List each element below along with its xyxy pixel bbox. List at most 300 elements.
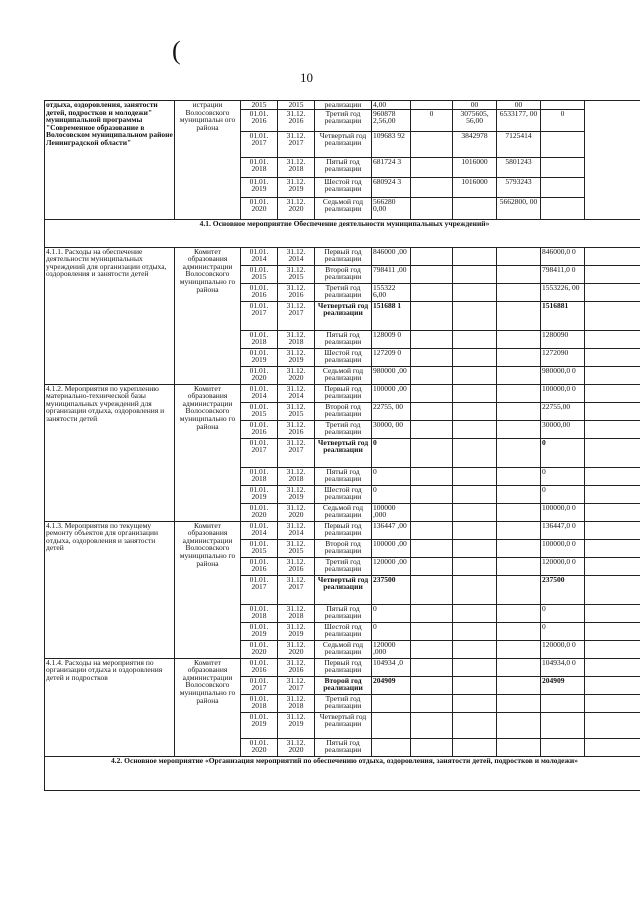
start-date: 01.01. 2017 xyxy=(241,575,278,604)
total-value xyxy=(372,694,411,712)
period-label: Шестой год реализации xyxy=(315,485,372,503)
end-date: 31.12. 2019 xyxy=(278,348,315,366)
start-date: 01.01. 2017 xyxy=(241,676,278,694)
other-value xyxy=(497,622,541,640)
period-label: Пятый год реализации xyxy=(315,604,372,622)
local-value: 7125414 xyxy=(497,131,541,157)
other-value xyxy=(497,402,541,420)
federal-value xyxy=(411,557,453,575)
regional-value: 00 xyxy=(453,101,497,110)
start-date: 01.01. 2020 xyxy=(241,738,278,756)
other-value xyxy=(497,712,541,738)
executor-cell: Комитет образования администрации Волосовского муниципально го района xyxy=(175,521,241,658)
regional-value xyxy=(453,366,497,384)
federal-value xyxy=(411,348,453,366)
end-date: 31.12. 2020 xyxy=(278,503,315,521)
measure-name-cell: 4.1.4. Расходы на мероприятия по организации отдыха и оздоровления детей и подростков xyxy=(45,658,175,756)
other-value xyxy=(497,467,541,485)
total-value: 128009 0 xyxy=(372,330,411,348)
period-label: Четвертый год реализации xyxy=(315,438,372,467)
total-value: 681724 3 xyxy=(372,157,411,177)
total-value: 100000 ,00 xyxy=(372,539,411,557)
end-date: 31.12. 2016 xyxy=(278,658,315,676)
federal-value xyxy=(411,101,453,110)
total-value: 0 xyxy=(372,485,411,503)
regional-value xyxy=(453,420,497,438)
federal-value: 0 xyxy=(411,109,453,131)
regional-value xyxy=(453,384,497,402)
federal-value xyxy=(411,157,453,177)
empty-column-cell xyxy=(585,604,640,622)
local-value: 0 xyxy=(541,622,585,640)
other-value xyxy=(497,738,541,756)
federal-value xyxy=(411,485,453,503)
start-date: 01.01. 2019 xyxy=(241,485,278,503)
period-label: Седьмой год реализации xyxy=(315,640,372,658)
federal-value xyxy=(411,467,453,485)
local-value xyxy=(541,738,585,756)
other-value xyxy=(497,301,541,330)
total-value xyxy=(372,712,411,738)
empty-column-cell xyxy=(585,658,640,676)
federal-value xyxy=(411,420,453,438)
section-heading-4-2: 4.2. Основное мероприятие «Организация мероприятий по обеспечению отдыха, оздоровления, занятости детей, подростков и молодежи» xyxy=(45,756,640,790)
federal-value xyxy=(411,330,453,348)
end-date: 31.12. 2014 xyxy=(278,384,315,402)
total-value: 0 xyxy=(372,438,411,467)
period-label: Седьмой год реализации xyxy=(315,197,372,219)
period-label: Третий год реализации xyxy=(315,109,372,131)
other-value xyxy=(497,283,541,301)
other-value xyxy=(497,521,541,539)
total-value: 120000 ,000 xyxy=(372,640,411,658)
regional-value xyxy=(453,575,497,604)
regional-value xyxy=(453,301,497,330)
other-value xyxy=(541,131,585,157)
end-date: 31.12. 2016 xyxy=(278,420,315,438)
program-name-cell: отдыха, оздоровления, занятости детей, подростков и молодежи" муниципальной программы "Современное образование в Волосовском муниципальном районе Ленинградской области" xyxy=(45,101,175,220)
local-value: 100000,0 0 xyxy=(541,539,585,557)
federal-value xyxy=(411,438,453,467)
empty-column-cell xyxy=(585,539,640,557)
total-value: 204909 xyxy=(372,676,411,694)
start-date: 01.01. 2019 xyxy=(241,712,278,738)
start-date: 01.01. 2016 xyxy=(241,283,278,301)
empty-column-cell xyxy=(585,557,640,575)
local-value: 1553226, 00 xyxy=(541,283,585,301)
regional-value xyxy=(453,348,497,366)
local-value: 5662800, 00 xyxy=(497,197,541,219)
regional-value xyxy=(453,694,497,712)
total-value: 0 xyxy=(372,467,411,485)
end-date: 31.12. 2017 xyxy=(278,131,315,157)
federal-value xyxy=(411,539,453,557)
empty-column-cell xyxy=(585,402,640,420)
federal-value xyxy=(411,265,453,283)
period-label: Седьмой год реализации xyxy=(315,366,372,384)
other-value xyxy=(497,438,541,467)
other-value xyxy=(497,503,541,521)
start-date: 01.01. 2014 xyxy=(241,247,278,265)
local-value: 5793243 xyxy=(497,177,541,197)
federal-value xyxy=(411,384,453,402)
start-date: 01.01. 2019 xyxy=(241,177,278,197)
empty-column-cell xyxy=(585,348,640,366)
start-date: 01.01. 2014 xyxy=(241,521,278,539)
end-date: 31.12. 2016 xyxy=(278,283,315,301)
start-date: 01.01. 2020 xyxy=(241,503,278,521)
local-value: 980000,0 0 xyxy=(541,366,585,384)
other-value xyxy=(497,575,541,604)
end-date: 31.12. 2016 xyxy=(278,109,315,131)
start-date: 01.01. 2018 xyxy=(241,467,278,485)
empty-column-cell xyxy=(585,101,640,220)
regional-value xyxy=(453,738,497,756)
total-value: 136447 ,00 xyxy=(372,521,411,539)
total-value: 151688 1 xyxy=(372,301,411,330)
federal-value xyxy=(411,197,453,219)
total-value: 566280 0,00 xyxy=(372,197,411,219)
end-date: 31.12. 2014 xyxy=(278,521,315,539)
end-date: 31.12. 2018 xyxy=(278,604,315,622)
local-value: 0 xyxy=(541,485,585,503)
local-value: 22755,00 xyxy=(541,402,585,420)
federal-value xyxy=(411,177,453,197)
federal-value xyxy=(411,640,453,658)
end-date: 31.12. 2020 xyxy=(278,738,315,756)
regional-value xyxy=(453,197,497,219)
start-date: 01.01. 2020 xyxy=(241,640,278,658)
regional-value xyxy=(453,265,497,283)
end-date: 31.12. 2019 xyxy=(278,622,315,640)
local-value: 100000,0 0 xyxy=(541,384,585,402)
end-date: 31.12. 2020 xyxy=(278,366,315,384)
other-value: 0 xyxy=(541,109,585,131)
regional-value: 1016000 xyxy=(453,177,497,197)
total-value: 30000, 00 xyxy=(372,420,411,438)
total-value: 0 xyxy=(372,604,411,622)
period-label: Пятый год реализации xyxy=(315,330,372,348)
regional-value xyxy=(453,503,497,521)
federal-value xyxy=(411,738,453,756)
period-label: Третий год реализации xyxy=(315,557,372,575)
federal-value xyxy=(411,658,453,676)
total-value: 104934 ,0 xyxy=(372,658,411,676)
empty-column-cell xyxy=(585,622,640,640)
other-value xyxy=(497,420,541,438)
end-date: 31.12. 2015 xyxy=(278,265,315,283)
period-label: Первый год реализации xyxy=(315,521,372,539)
total-value: 4,00 xyxy=(372,101,411,110)
regional-value: 1016000 xyxy=(453,157,497,177)
total-value: 127209 0 xyxy=(372,348,411,366)
local-value: 0 xyxy=(541,438,585,467)
empty-column-cell xyxy=(585,738,640,756)
period-label: Второй год реализации xyxy=(315,402,372,420)
period-label: Первый год реализации xyxy=(315,658,372,676)
executor-cell: Комитет образования администрации Волосовского муниципально го района xyxy=(175,384,241,521)
end-date: 31.12. 2019 xyxy=(278,485,315,503)
federal-value xyxy=(411,694,453,712)
local-value: 120000,0 0 xyxy=(541,640,585,658)
empty-column-cell xyxy=(585,575,640,604)
federal-value xyxy=(411,676,453,694)
regional-value xyxy=(453,467,497,485)
total-value: 846000 ,00 xyxy=(372,247,411,265)
start-date: 01.01. 2020 xyxy=(241,197,278,219)
federal-value xyxy=(411,247,453,265)
total-value: 100000 ,00 xyxy=(372,384,411,402)
empty-column-cell xyxy=(585,247,640,265)
start-date: 01.01. 2015 xyxy=(241,402,278,420)
end-date: 31.12. 2017 xyxy=(278,676,315,694)
total-value: 0 xyxy=(372,622,411,640)
other-value xyxy=(497,640,541,658)
empty-column-cell xyxy=(585,485,640,503)
other-value xyxy=(497,330,541,348)
period-label: Пятый год реализации xyxy=(315,157,372,177)
total-value: 109683 92 xyxy=(372,131,411,157)
start-date: 01.01. 2019 xyxy=(241,348,278,366)
end-date: 31.12. 2018 xyxy=(278,694,315,712)
start-date: 01.01. 2020 xyxy=(241,366,278,384)
table-row xyxy=(45,384,640,402)
period-label: Четвертый год реализации xyxy=(315,575,372,604)
empty-column-cell xyxy=(585,330,640,348)
period-label: Второй год реализации xyxy=(315,676,372,694)
local-value: 237500 xyxy=(541,575,585,604)
local-value xyxy=(541,712,585,738)
empty-column-cell xyxy=(585,301,640,330)
local-value xyxy=(541,694,585,712)
local-value: 5801243 xyxy=(497,157,541,177)
empty-column-cell xyxy=(585,521,640,539)
start-date: 01.01. 2017 xyxy=(241,301,278,330)
other-value xyxy=(497,539,541,557)
regional-value xyxy=(453,622,497,640)
section-heading-4-1: 4.1. Основное мероприятие Обеспечение деятельности муниципальных учреждений» xyxy=(45,219,640,247)
regional-value xyxy=(453,712,497,738)
period-label: Пятый год реализации xyxy=(315,467,372,485)
end-date: 31.12. 2019 xyxy=(278,177,315,197)
regional-value xyxy=(453,539,497,557)
other-value xyxy=(541,177,585,197)
end-date: 31.12. 2020 xyxy=(278,640,315,658)
empty-column-cell xyxy=(585,438,640,467)
start-date: 01.01. 2015 xyxy=(241,539,278,557)
local-value: 120000,0 0 xyxy=(541,557,585,575)
end-date: 31.12. 2016 xyxy=(278,557,315,575)
other-value xyxy=(497,265,541,283)
empty-column-cell xyxy=(585,366,640,384)
budget-table xyxy=(44,100,640,791)
period-label: Четвертый год реализации xyxy=(315,131,372,157)
executor-cell: Комитет образования администрации Волосовского муниципально го района xyxy=(175,658,241,756)
local-value: 6533177, 00 xyxy=(497,109,541,131)
start-date: 01.01. 2018 xyxy=(241,330,278,348)
regional-value xyxy=(453,604,497,622)
other-value xyxy=(541,197,585,219)
total-value: 22755, 00 xyxy=(372,402,411,420)
local-value: 30000,00 xyxy=(541,420,585,438)
total-value: 960878 2,56,00 xyxy=(372,109,411,131)
measure-name-cell: 4.1.1. Расходы на обеспечение деятельности муниципальных учреждений для организации отдыха, оздоровления и занятости детей xyxy=(45,247,175,384)
regional-value: 3075605, 56,00 xyxy=(453,109,497,131)
regional-value xyxy=(453,640,497,658)
start-date: 01.01. 2016 xyxy=(241,658,278,676)
local-value: 1272090 xyxy=(541,348,585,366)
local-value: 798411,0 0 xyxy=(541,265,585,283)
start-date: 01.01. 2016 xyxy=(241,557,278,575)
handwritten-bracket-mark: ( xyxy=(172,36,181,65)
federal-value xyxy=(411,712,453,738)
federal-value xyxy=(411,604,453,622)
regional-value xyxy=(453,330,497,348)
period-label: Шестой год реализации xyxy=(315,177,372,197)
empty-column-cell xyxy=(585,712,640,738)
other-value xyxy=(497,604,541,622)
end-date: 31.12. 2015 xyxy=(278,539,315,557)
other-value xyxy=(541,101,585,110)
empty-column-cell xyxy=(585,265,640,283)
start-date: 01.01. 2018 xyxy=(241,157,278,177)
empty-column-cell xyxy=(585,283,640,301)
end-date: 31.12. 2019 xyxy=(278,712,315,738)
empty-column-cell xyxy=(585,503,640,521)
other-value xyxy=(497,557,541,575)
regional-value xyxy=(453,521,497,539)
federal-value xyxy=(411,575,453,604)
total-value: 680924 3 xyxy=(372,177,411,197)
total-value: 237500 xyxy=(372,575,411,604)
empty-column-cell xyxy=(585,420,640,438)
local-value: 136447,0 0 xyxy=(541,521,585,539)
start-date: 01.01. 2014 xyxy=(241,384,278,402)
other-value xyxy=(541,157,585,177)
federal-value xyxy=(411,622,453,640)
local-value: 0 xyxy=(541,604,585,622)
federal-value xyxy=(411,402,453,420)
federal-value xyxy=(411,521,453,539)
empty-column-cell xyxy=(585,676,640,694)
federal-value xyxy=(411,131,453,157)
regional-value xyxy=(453,485,497,503)
end-date: 31.12. 2020 xyxy=(278,197,315,219)
end-date: 31.12. 2018 xyxy=(278,467,315,485)
local-value: 100000,0 0 xyxy=(541,503,585,521)
regional-value xyxy=(453,658,497,676)
local-value: 1516881 xyxy=(541,301,585,330)
end-date: 31.12. 2017 xyxy=(278,575,315,604)
regional-value xyxy=(453,676,497,694)
start-date: 01.01. 2017 xyxy=(241,131,278,157)
local-value: 846000,0 0 xyxy=(541,247,585,265)
regional-value xyxy=(453,283,497,301)
period-label: Первый год реализации xyxy=(315,247,372,265)
period-label: Четвертый год реализации xyxy=(315,301,372,330)
total-value: 120000 ,00 xyxy=(372,557,411,575)
regional-value xyxy=(453,247,497,265)
table-row xyxy=(45,521,640,539)
measure-name-cell: 4.1.2. Мероприятия по укреплению материально-технической базы муниципальных учреждений для организации отдыха, оздоровления и занятости детей xyxy=(45,384,175,521)
period-label: Седьмой год реализации xyxy=(315,503,372,521)
regional-value xyxy=(453,557,497,575)
end-date: 31.12. 2018 xyxy=(278,330,315,348)
start-date: 01.01. 2018 xyxy=(241,694,278,712)
period-label: Пятый год реализации xyxy=(315,738,372,756)
period-label: Третий год реализации xyxy=(315,694,372,712)
end-date: 31.12. 2017 xyxy=(278,301,315,330)
period-label: Шестой год реализации xyxy=(315,348,372,366)
period-label: Первый год реализации xyxy=(315,384,372,402)
other-value xyxy=(497,694,541,712)
local-value: 00 xyxy=(497,101,541,110)
local-value: 204909 xyxy=(541,676,585,694)
page-number: 10 xyxy=(300,70,313,85)
start-date: 01.01. 2016 xyxy=(241,109,278,131)
other-value xyxy=(497,676,541,694)
executor-cell: истрации Волосовского муниципальн ого района xyxy=(175,101,241,220)
table-row xyxy=(45,247,640,265)
total-value xyxy=(372,738,411,756)
period-label: Второй год реализации xyxy=(315,539,372,557)
start-date: 2015 xyxy=(241,101,278,110)
period-label: Третий год реализации xyxy=(315,283,372,301)
end-date: 31.12. 2017 xyxy=(278,438,315,467)
end-date: 31.12. 2018 xyxy=(278,157,315,177)
end-date: 2015 xyxy=(278,101,315,110)
other-value xyxy=(497,348,541,366)
period-label: Четвертый год реализации xyxy=(315,712,372,738)
regional-value xyxy=(453,402,497,420)
total-value: 100000 ,000 xyxy=(372,503,411,521)
start-date: 01.01. 2015 xyxy=(241,265,278,283)
start-date: 01.01. 2018 xyxy=(241,604,278,622)
executor-cell: Комитет образования администрации Волосовского муниципально го района xyxy=(175,247,241,384)
other-value xyxy=(497,658,541,676)
federal-value xyxy=(411,301,453,330)
regional-value: 3842978 xyxy=(453,131,497,157)
federal-value xyxy=(411,283,453,301)
empty-column-cell xyxy=(585,694,640,712)
total-value: 980000 ,00 xyxy=(372,366,411,384)
other-value xyxy=(497,366,541,384)
regional-value xyxy=(453,438,497,467)
local-value: 1280090 xyxy=(541,330,585,348)
measure-name-cell: 4.1.3. Мероприятия по текущему ремонту объектов для организации отдыха, оздоровления и занятости детей xyxy=(45,521,175,658)
federal-value xyxy=(411,503,453,521)
other-value xyxy=(497,485,541,503)
start-date: 01.01. 2016 xyxy=(241,420,278,438)
start-date: 01.01. 2017 xyxy=(241,438,278,467)
empty-column-cell xyxy=(585,640,640,658)
other-value xyxy=(497,247,541,265)
table-row xyxy=(45,658,640,676)
federal-value xyxy=(411,366,453,384)
end-date: 31.12. 2015 xyxy=(278,402,315,420)
period-label: Второй год реализации xyxy=(315,265,372,283)
local-value: 0 xyxy=(541,467,585,485)
empty-column-cell xyxy=(585,467,640,485)
total-value: 155322 6,00 xyxy=(372,283,411,301)
end-date: 31.12. 2014 xyxy=(278,247,315,265)
local-value: 104934,0 0 xyxy=(541,658,585,676)
empty-column-cell xyxy=(585,384,640,402)
period-label: Шестой год реализации xyxy=(315,622,372,640)
start-date: 01.01. 2019 xyxy=(241,622,278,640)
other-value xyxy=(497,384,541,402)
period-label: реализации xyxy=(315,101,372,110)
